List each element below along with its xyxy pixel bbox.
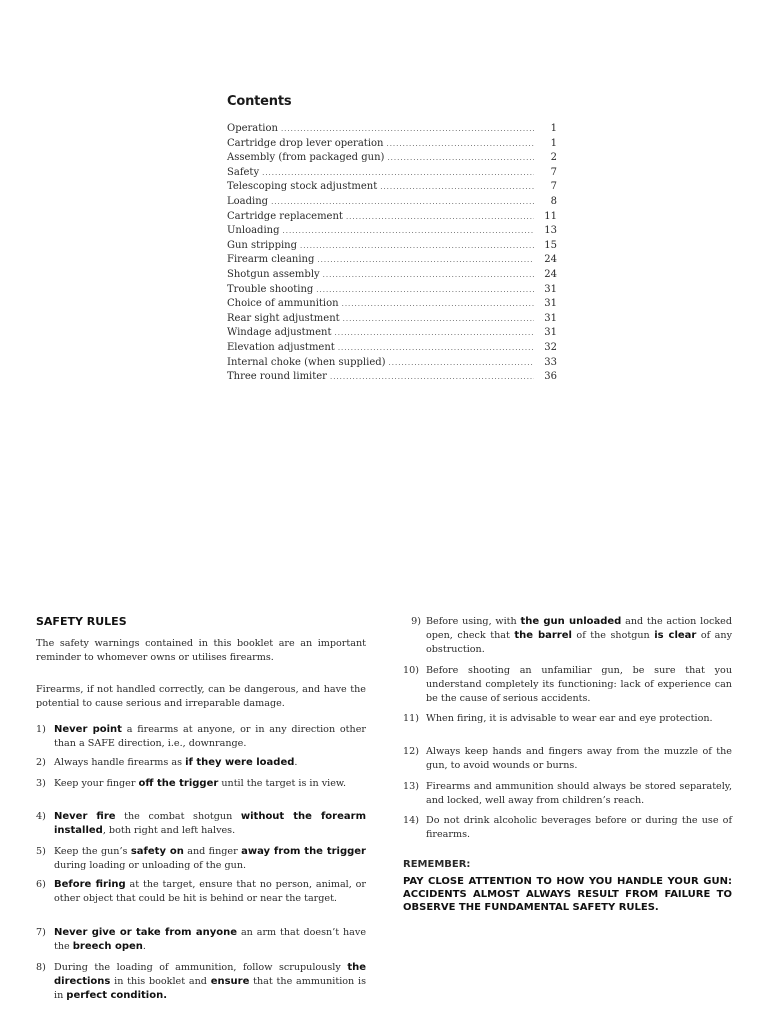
safety-rule — [36, 777, 366, 791]
safety-rule — [403, 712, 732, 726]
safety-rule-text — [54, 878, 366, 906]
toc-entry-page: 1 — [550, 137, 557, 149]
safety-rule-number: 3) — [36, 778, 46, 789]
toc-entry-page: 32 — [544, 341, 557, 353]
toc-entry-label: Cartridge replacement — [227, 210, 343, 222]
toc-entry-page: 8 — [550, 195, 557, 207]
safety-rule-text — [426, 814, 732, 842]
toc-entry — [227, 122, 557, 137]
rule-text-segment: until the target is in view. — [218, 778, 347, 789]
safety-rule-number: 11) — [403, 713, 419, 724]
toc-leader-dots — [380, 180, 534, 195]
rule-text-segment: a firearms at anyone, or in any direction other than a SAFE direction, i.e., downrange. — [54, 724, 366, 749]
safety-rule-text — [426, 712, 732, 726]
safety-rule-number: 7) — [36, 927, 46, 938]
toc-entry — [227, 283, 557, 298]
toc-entry — [227, 239, 557, 254]
safety-rule-text — [54, 845, 366, 873]
rule-text-segment: During the loading of ammunition, follow scrupulously — [54, 962, 348, 973]
rule-text-segment: Keep the gun’s — [54, 846, 131, 857]
toc-leader-dots — [343, 312, 534, 327]
safety-rule-number: 5) — [36, 846, 46, 857]
safety-rule — [403, 664, 732, 706]
toc-entry-label: Windage adjustment — [227, 327, 332, 339]
toc-entry-page: 31 — [544, 312, 557, 324]
rule-text-segment: Before shooting an unfamiliar gun, be sure that you understand completely its functioning: lack of experience can be the cause of serious accidents. — [426, 665, 732, 704]
toc-entry-label: Unloading — [227, 225, 280, 237]
safety-rule — [36, 845, 366, 873]
toc-entry-page: 15 — [544, 239, 557, 251]
rule-text-segment: Firearms and ammunition should always be stored separately, and locked, well away from children’s reach. — [426, 781, 732, 806]
safety-rule-text — [426, 745, 732, 773]
rule-text-segment: in this booklet and — [110, 976, 211, 987]
emphasis-text: ensure — [210, 976, 250, 987]
emphasis-text: away from the trigger — [241, 846, 366, 857]
toc-leader-dots — [283, 224, 535, 239]
rule-text-segment: and the action locked open, check that — [426, 616, 732, 641]
toc-entry-page: 11 — [544, 210, 557, 222]
toc-entry — [227, 370, 557, 385]
safety-rule-text — [54, 777, 366, 791]
emphasis-text: breech open — [72, 941, 143, 952]
safety-rule-number: 2) — [36, 757, 46, 768]
toc-entry-label: Operation — [227, 123, 278, 134]
rule-text-segment: of any obstruction. — [426, 630, 732, 655]
toc-leader-dots — [281, 122, 534, 137]
safety-rule-number: 14) — [403, 815, 419, 826]
toc-entry — [227, 195, 557, 210]
toc-entry-label: Trouble shooting — [227, 283, 314, 295]
toc-leader-dots — [316, 283, 534, 298]
safety-title: SAFETY RULES — [36, 615, 127, 628]
emphasis-text: the gun unloaded — [520, 616, 622, 627]
rule-text-segment: , both right and left halves. — [102, 825, 236, 836]
safety-rule-number: 13) — [403, 781, 419, 792]
rule-text-segment: during loading or unloading of the gun. — [54, 860, 247, 871]
emphasis-text: Before firing — [54, 879, 126, 890]
safety-rule-number: 8) — [36, 962, 46, 973]
safety-rule — [36, 810, 366, 838]
toc-entry-label: Cartridge drop lever operation — [227, 137, 384, 149]
safety-rule-text — [54, 810, 366, 838]
toc-entry-label: Internal choke (when supplied) — [227, 356, 386, 368]
safety-rule-text — [426, 615, 732, 657]
rule-text-segment: Always handle firearms as — [54, 757, 186, 768]
toc-entry-page: 13 — [544, 225, 557, 237]
toc-leader-dots — [342, 297, 534, 312]
safety-rule-number: 1) — [36, 724, 46, 735]
rule-text-segment: of the shotgun — [571, 630, 655, 641]
rule-text-segment: Always keep hands and fingers away from the muzzle of the gun, to avoid wounds or burns. — [426, 746, 732, 771]
toc-entry — [227, 268, 557, 283]
safety-rule — [403, 814, 732, 842]
rule-text-segment: the combat shotgun — [115, 811, 241, 822]
emphasis-text: the barrel — [514, 630, 572, 641]
toc-entry — [227, 210, 557, 225]
toc-entry-page: 31 — [544, 327, 557, 339]
safety-rule — [36, 723, 366, 751]
safety-rule-text — [426, 780, 732, 808]
safety-rule — [403, 780, 732, 808]
toc-entry-page: 33 — [544, 356, 557, 368]
rule-text-segment: at the target, ensure that no person, animal, or other object that could be hit is behind or near the target. — [54, 879, 366, 904]
emphasis-text: is clear — [654, 630, 697, 641]
toc-entry-label: Loading — [227, 195, 269, 207]
contents-title: Contents — [227, 94, 292, 109]
toc-entry-label: Firearm cleaning — [227, 254, 315, 266]
toc-leader-dots — [346, 210, 534, 225]
safety-intro-2: Firearms, if not handled correctly, can be dangerous, and have the potential to cause serious and irreparable damage. — [36, 684, 366, 709]
safety-rule-number: 12) — [403, 746, 419, 757]
safety-rule-text — [426, 664, 732, 706]
rule-text-segment: . — [294, 757, 298, 768]
toc-leader-dots — [386, 137, 534, 152]
toc-entry-page: 31 — [544, 283, 557, 295]
toc-entry-page: 1 — [550, 123, 557, 134]
toc-entry-page: 7 — [550, 181, 557, 193]
remember-label: REMEMBER: — [403, 859, 471, 870]
toc-entry-label: Gun stripping — [227, 239, 298, 251]
remember-text: PAY CLOSE ATTENTION TO HOW YOU HANDLE YOUR GUN: ACCIDENTS ALMOST ALWAYS RESULT FROM FAILURE TO OBSERVE THE FUNDAMENTAL SAFETY RULES. — [403, 876, 732, 913]
toc-leader-dots — [271, 195, 534, 210]
toc-entry — [227, 151, 557, 166]
safety-rule — [36, 961, 366, 1003]
toc-entry-label: Elevation adjustment — [227, 341, 335, 353]
toc-leader-dots — [330, 370, 534, 385]
safety-rule — [403, 745, 732, 773]
safety-rule — [36, 878, 366, 906]
toc-entry — [227, 180, 557, 195]
safety-rule-text — [54, 723, 366, 751]
toc-entry-label: Rear sight adjustment — [227, 312, 340, 324]
safety-rule — [36, 756, 366, 770]
safety-rule-text — [54, 926, 366, 954]
toc-entry-page: 36 — [544, 371, 557, 383]
toc-leader-dots — [323, 268, 534, 283]
contents-section — [227, 94, 557, 385]
toc-entry — [227, 356, 557, 371]
rule-text-segment: and finger — [183, 846, 242, 857]
safety-rule-number: 9) — [411, 616, 421, 627]
safety-rule — [403, 615, 732, 657]
toc-leader-dots — [338, 341, 534, 356]
rule-text-segment: When firing, it is advisable to wear ear and eye protection. — [426, 713, 713, 724]
rule-text-segment: . — [142, 941, 146, 952]
safety-rule-number: 6) — [36, 879, 46, 890]
toc-leader-dots — [300, 239, 534, 254]
emphasis-text: off the trigger — [138, 778, 219, 789]
toc-entry — [227, 341, 557, 356]
emphasis-text: without the forearm installed — [54, 811, 366, 836]
toc-entry-label: Safety — [227, 166, 260, 178]
toc-leader-dots — [335, 326, 534, 341]
emphasis-text: Never fire — [54, 811, 116, 822]
emphasis-text: the directions — [54, 962, 366, 987]
safety-rule-text — [54, 756, 366, 770]
emphasis-text: Never give or take from anyone — [54, 927, 238, 938]
emphasis-text: Never point — [54, 724, 122, 735]
safety-left-column — [36, 615, 366, 711]
toc-entry — [227, 297, 557, 312]
toc-entry-label: Shotgun assembly — [227, 268, 320, 280]
contents-list — [227, 122, 557, 385]
toc-leader-dots — [387, 151, 534, 166]
rule-text-segment: Keep your finger — [54, 778, 139, 789]
toc-entry-page: 2 — [550, 152, 557, 164]
safety-rule-text — [54, 961, 366, 1003]
toc-entry-page: 24 — [544, 268, 557, 280]
safety-rule-number: 10) — [403, 665, 419, 676]
rule-text-segment: that the ammunition is in — [54, 976, 366, 1001]
safety-rule-number: 4) — [36, 811, 46, 822]
toc-entry-page: 7 — [550, 166, 557, 178]
toc-leader-dots — [389, 356, 534, 371]
toc-entry — [227, 224, 557, 239]
safety-rule — [36, 926, 366, 954]
toc-entry — [227, 253, 557, 268]
toc-entry-label: Choice of ammunition — [227, 298, 339, 310]
toc-leader-dots — [262, 166, 534, 181]
emphasis-text: safety on — [130, 846, 184, 857]
toc-entry — [227, 312, 557, 327]
toc-entry-page: 31 — [544, 298, 557, 310]
toc-entry-page: 24 — [544, 254, 557, 266]
toc-entry-label: Three round limiter — [227, 371, 327, 383]
toc-entry-label: Telescoping stock adjustment — [227, 181, 378, 193]
rule-text-segment: Do not drink alcoholic beverages before or during the use of firearms. — [426, 815, 732, 840]
emphasis-text: if they were loaded — [185, 757, 295, 768]
toc-entry — [227, 137, 557, 152]
toc-entry — [227, 166, 557, 181]
emphasis-text: perfect condition. — [66, 990, 167, 1001]
safety-intro-1: The safety warnings contained in this booklet are an important reminder to whomever owns or utilises firearms. — [36, 638, 366, 663]
toc-entry-label: Assembly (from packaged gun) — [227, 152, 385, 164]
rule-text-segment: an arm that doesn’t have the — [54, 927, 366, 952]
toc-leader-dots — [317, 253, 534, 268]
toc-entry — [227, 326, 557, 341]
rule-text-segment: Before using, with — [426, 616, 521, 627]
